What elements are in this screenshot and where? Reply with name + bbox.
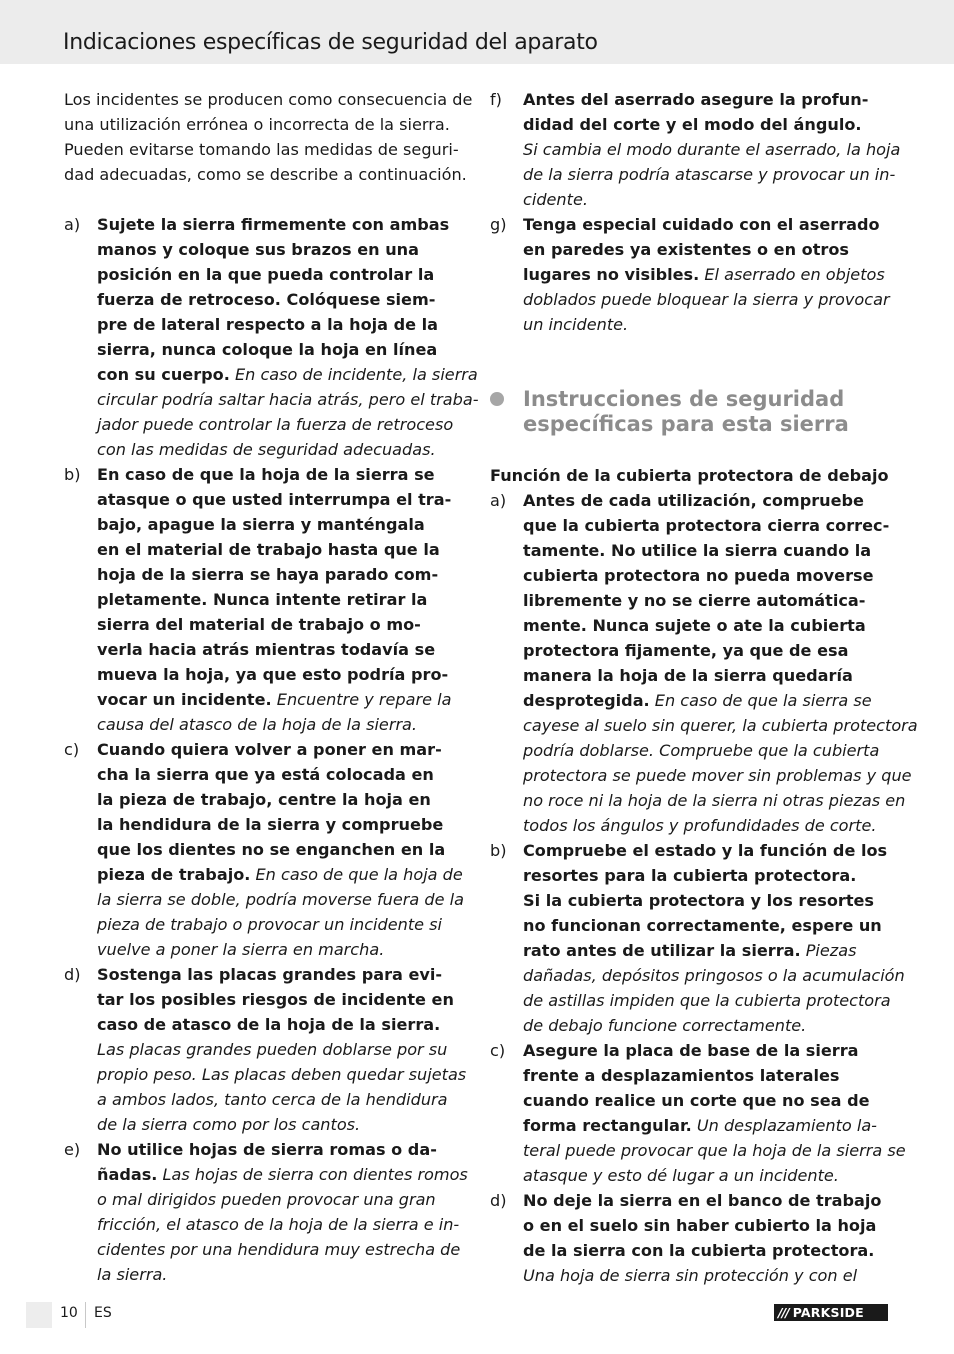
right-item-line: desprotegida. En caso de que la sierra se <box>523 691 872 710</box>
right-item-line: no funcionan correctamente, espere un <box>523 916 882 935</box>
left-item-line: o mal dirigidos pueden provocar una gran <box>97 1190 436 1209</box>
left-item-line: la sierra se doble, podría moverse fuera de la <box>97 890 464 909</box>
left-item-line: la sierra. <box>97 1265 168 1284</box>
left-item-line: pieza de trabajo. En caso de que la hoja de <box>97 865 463 884</box>
right-item-line: protectora se puede mover sin problemas y que <box>523 766 912 785</box>
left-item-marker: b) <box>64 465 81 484</box>
left-item-line: causa del atasco de la hoja de la sierra. <box>97 715 418 734</box>
right-item-line: Una hoja de sierra sin protección y con el <box>523 1266 858 1285</box>
right-item-line: manera la hoja de la sierra quedaría <box>523 666 853 685</box>
left-item-line: con las medidas de seguridad adecuadas. <box>97 440 436 459</box>
intro-line: dad adecuadas, como se describe a continuación. <box>64 165 467 184</box>
left-item-line: manos y coloque sus brazos en una <box>97 240 419 259</box>
left-item-marker: e) <box>64 1140 81 1159</box>
right-item-marker: a) <box>490 491 507 510</box>
right-item-line: Tenga especial cuidado con el aserrado <box>523 215 880 234</box>
right-item-line: en paredes ya existentes o en otros <box>523 240 849 259</box>
left-item-line: fuerza de retroceso. Colóquese siem- <box>97 290 436 309</box>
left-item-line: Sostenga las placas grandes para evi- <box>97 965 443 984</box>
right-item-marker: d) <box>490 1191 507 1210</box>
left-item-marker: d) <box>64 965 81 984</box>
left-item-line: pieza de trabajo o provocar un incidente si <box>97 915 443 934</box>
right-item-line: No deje la sierra en el banco de trabajo <box>523 1191 882 1210</box>
left-item-line: tar los posibles riesgos de incidente en <box>97 990 454 1009</box>
right-item-marker: b) <box>490 841 507 860</box>
right-item-marker: c) <box>490 1041 506 1060</box>
right-item-line: de la sierra con la cubierta protectora. <box>523 1241 875 1260</box>
left-item-line: verla hacia atrás mientras todavía se <box>97 640 436 659</box>
right-item-line: Antes de cada utilización, compruebe <box>523 491 864 510</box>
left-item-line: Las placas grandes pueden doblarse por su <box>97 1040 448 1059</box>
left-item-line: circular podría saltar hacia atrás, pero el traba- <box>97 390 479 409</box>
intro-line: Los incidentes se producen como consecuencia de <box>64 90 473 109</box>
intro-line: Pueden evitarse tomando las medidas de seguri- <box>64 140 459 159</box>
right-item-line: cayese al suelo sin querer, la cubierta protectora <box>523 716 918 735</box>
left-item-marker: c) <box>64 740 80 759</box>
left-item-line: No utilice hojas de sierra romas o da- <box>97 1140 437 1159</box>
left-item-line: ñadas. Las hojas de sierra con dientes romos <box>97 1165 468 1184</box>
right-item-line: Antes del aserrado asegure la profun- <box>523 90 869 109</box>
right-item-line: resortes para la cubierta protectora. <box>523 866 857 885</box>
section-bullet-icon <box>490 392 504 406</box>
left-item-line: propio peso. Las placas deben quedar sujetas <box>97 1065 467 1084</box>
left-item-line: la hendidura de la sierra y compruebe <box>97 815 444 834</box>
page-number: 10 <box>60 1305 78 1321</box>
left-item-line: posición en la que pueda controlar la <box>97 265 435 284</box>
right-item-line: forma rectangular. Un desplazamiento la- <box>523 1116 877 1135</box>
left-item-line: a ambos lados, tanto cerca de la hendidura <box>97 1090 448 1109</box>
left-item-line: jador puede controlar la fuerza de retroceso <box>97 415 454 434</box>
left-item-line: la pieza de trabajo, centre la hoja en <box>97 790 431 809</box>
left-item-line: sierra del material de trabajo o mo- <box>97 615 421 634</box>
right-item-line: frente a desplazamientos laterales <box>523 1066 840 1085</box>
page-marker-box <box>26 1302 52 1328</box>
left-item-marker: a) <box>64 215 81 234</box>
right-item-line: mente. Nunca sujete o ate la cubierta <box>523 616 866 635</box>
left-item-line: bajo, apague la sierra y manténgala <box>97 515 425 534</box>
left-item-line: cidentes por una hendidura muy estrecha de <box>97 1240 461 1259</box>
language-code: ES <box>94 1305 112 1321</box>
right-item-line: cuando realice un corte que no sea de <box>523 1091 870 1110</box>
left-item-line: pre de lateral respecto a la hoja de la <box>97 315 439 334</box>
right-item-line: libremente y no se cierre automática- <box>523 591 866 610</box>
right-item-line: cubierta protectora no pueda moverse <box>523 566 874 585</box>
logo-stripes: /// <box>778 1305 789 1320</box>
page-title: Indicaciones específicas de seguridad del aparato <box>63 30 598 55</box>
left-item-line: caso de atasco de la hoja de la sierra. <box>97 1015 441 1034</box>
right-item-line: teral puede provocar que la hoja de la sierra se <box>523 1141 906 1160</box>
right-item-line: Asegure la placa de base de la sierra <box>523 1041 859 1060</box>
right-item-line: Compruebe el estado y la función de los <box>523 841 888 860</box>
right-item-line: rato antes de utilizar la sierra. Piezas <box>523 941 857 960</box>
right-item-line: lugares no visibles. El aserrado en objetos <box>523 265 885 284</box>
left-item-line: de la sierra como por los cantos. <box>97 1115 361 1134</box>
right-item-line: no roce ni la hoja de la sierra ni otras piezas en <box>523 791 906 810</box>
left-item-line: sierra, nunca coloque la hoja en línea <box>97 340 438 359</box>
right-item-line: de astillas impiden que la cubierta protectora <box>523 991 891 1010</box>
right-item-line: podría doblarse. Compruebe que la cubierta <box>523 741 880 760</box>
right-item-line: todos los ángulos y profundidades de corte. <box>523 816 877 835</box>
parkside-logo <box>774 1304 888 1321</box>
right-item-line: tamente. No utilice la sierra cuando la <box>523 541 872 560</box>
left-item-line: Sujete la sierra firmemente con ambas <box>97 215 450 234</box>
right-item-line: o en el suelo sin haber cubierto la hoja <box>523 1216 877 1235</box>
section-heading-line-1: Instrucciones de seguridad <box>523 387 845 411</box>
right-item-line: cidente. <box>523 190 588 209</box>
subheading: Función de la cubierta protectora de debajo <box>490 466 889 485</box>
left-item-line: que los dientes no se enganchen en la <box>97 840 446 859</box>
left-item-line: cha la sierra que ya está colocada en <box>97 765 434 784</box>
left-item-line: Cuando quiera volver a poner en mar- <box>97 740 442 759</box>
right-item-line: de debajo funcione correctamente. <box>523 1016 807 1035</box>
logo-text: PARKSIDE <box>792 1305 864 1320</box>
right-item-line: un incidente. <box>523 315 629 334</box>
left-item-line: vocar un incidente. Encuentre y repare la <box>97 690 452 709</box>
right-item-line: atasque y esto dé lugar a un incidente. <box>523 1166 839 1185</box>
left-item-line: en el material de trabajo hasta que la <box>97 540 440 559</box>
intro-line: una utilización errónea o incorrecta de la sierra. <box>64 115 450 134</box>
left-item-line: fricción, el atasco de la hoja de la sierra e in- <box>97 1215 460 1234</box>
right-item-line: Si la cubierta protectora y los resortes <box>523 891 875 910</box>
right-item-marker: g) <box>490 215 507 234</box>
footer-divider <box>85 1302 86 1328</box>
section-heading-line-2: específicas para esta sierra <box>523 412 849 436</box>
left-item-line: con su cuerpo. En caso de incidente, la sierra <box>97 365 478 384</box>
right-item-line: de la sierra podría atascarse y provocar un in- <box>523 165 896 184</box>
right-item-line: dañadas, depósitos pringosos o la acumulación <box>523 966 905 985</box>
right-item-line: didad del corte y el modo del ángulo. <box>523 115 862 134</box>
left-item-line: atasque o que usted interrumpa el tra- <box>97 490 452 509</box>
left-item-line: hoja de la sierra se haya parado com- <box>97 565 439 584</box>
right-item-line: protectora fijamente, ya que de esa <box>523 641 849 660</box>
left-item-line: mueva la hoja, ya que esto podría pro- <box>97 665 449 684</box>
left-item-line: En caso de que la hoja de la sierra se <box>97 465 435 484</box>
left-item-line: pletamente. Nunca intente retirar la <box>97 590 428 609</box>
right-item-line: Si cambia el modo durante el aserrado, la hoja <box>523 140 901 159</box>
left-item-line: vuelve a poner la sierra en marcha. <box>97 940 385 959</box>
right-item-line: que la cubierta protectora cierra correc- <box>523 516 890 535</box>
right-item-marker: f) <box>490 90 502 109</box>
right-item-line: doblados puede bloquear la sierra y provocar <box>523 290 890 309</box>
